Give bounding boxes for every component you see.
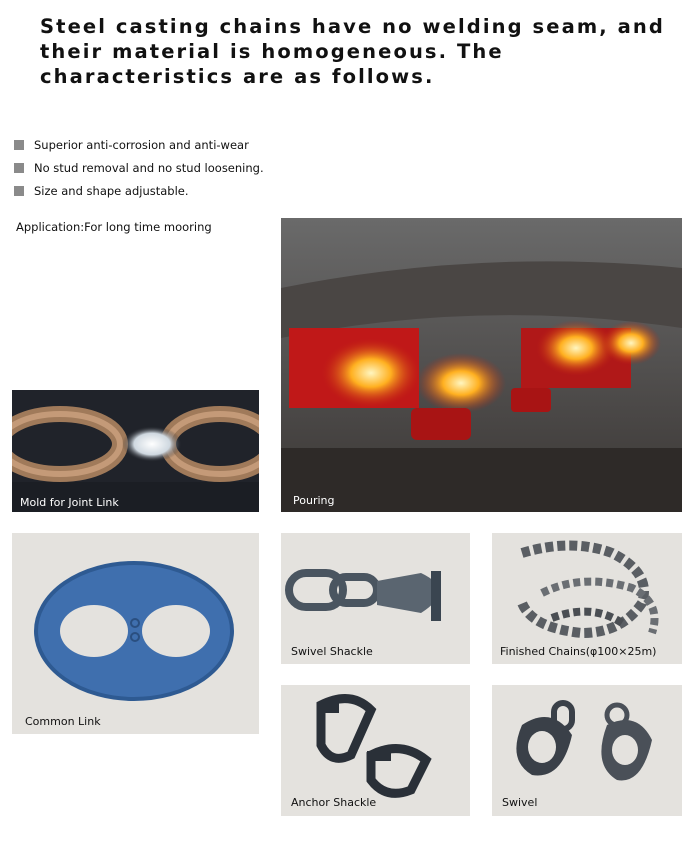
swivel-photo — [492, 685, 682, 816]
finished-chains-caption: Finished Chains(φ100×25m) — [500, 645, 657, 658]
swivel-caption: Swivel — [502, 796, 538, 809]
pouring-image — [281, 218, 682, 512]
common-link-image — [12, 533, 259, 734]
square-bullet-icon — [14, 140, 24, 150]
feature-text: Superior anti-corrosion and anti-wear — [34, 138, 249, 152]
square-bullet-icon — [14, 163, 24, 173]
common-link-photo — [12, 533, 259, 734]
intro-heading: Steel casting chains have no welding seam, and their material is homogeneous. The characteristics are as follows. — [40, 15, 665, 88]
swivel-shackle-photo — [281, 533, 470, 664]
anchor-shackle-photo — [281, 685, 470, 816]
square-bullet-icon — [14, 186, 24, 196]
mold-photo — [12, 390, 259, 512]
anchor-shackle-caption: Anchor Shackle — [291, 796, 377, 809]
mold-image — [12, 390, 259, 512]
pouring-caption: Pouring — [293, 494, 335, 507]
application-note: Application:For long time mooring — [16, 220, 212, 234]
swivel-shackle-caption: Swivel Shackle — [291, 645, 373, 658]
feature-text: Size and shape adjustable. — [34, 184, 189, 198]
common-link-caption: Common Link — [25, 715, 101, 728]
mold-caption: Mold for Joint Link — [20, 496, 119, 509]
feature-text: No stud removal and no stud loosening. — [34, 161, 264, 175]
pouring-photo — [281, 218, 682, 512]
finished-chains-photo — [492, 533, 682, 664]
